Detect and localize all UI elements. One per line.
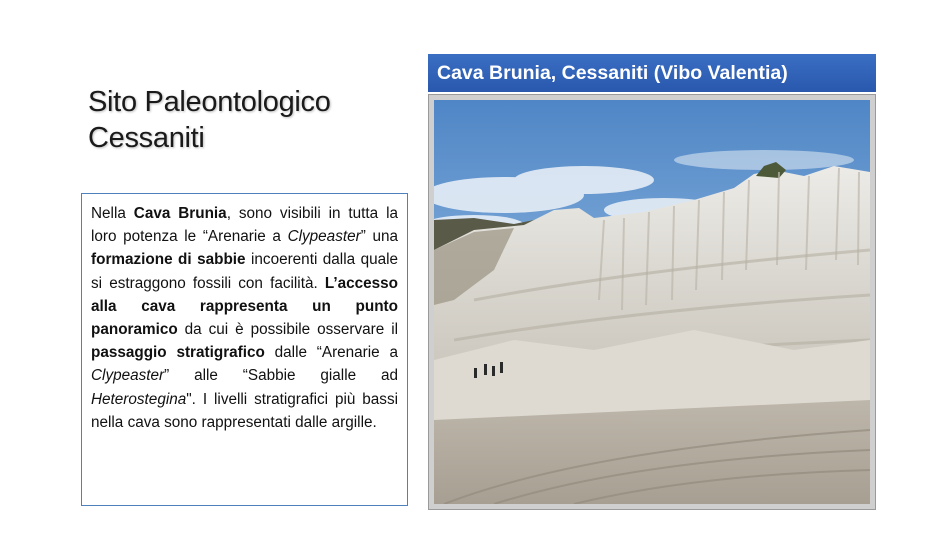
bold-run: passaggio stratigrafico [91, 344, 265, 362]
quarry-photo-illustration [434, 100, 870, 504]
text-run: Nella [91, 205, 134, 222]
italic-run: Heterostegina [91, 390, 187, 408]
title-line-2: Cessaniti [88, 122, 205, 154]
photo-caption: Cava Brunia, Cessaniti (Vibo Valentia) [428, 54, 876, 92]
text-run: ". I livelli stratigrafici più bassi nella cava sono rappresentati dalle argille. [91, 390, 398, 431]
text-run: incoerenti dalla quale si estraggono fossili con facilità. [91, 251, 398, 292]
text-run: , sono visibili in tutta la loro potenza le “Arenarie a [91, 205, 399, 246]
text-run: da cui è possibile osservare il [177, 321, 398, 339]
italic-run: Clypeaster [287, 228, 361, 246]
italic-run: Clypeaster [91, 367, 165, 385]
quarry-photo [428, 94, 876, 510]
text-run: ” alle “Sabbie gialle ad [164, 367, 398, 385]
title-line-1: Sito Paleontologico [88, 86, 331, 118]
bold-run: formazione di sabbie [91, 251, 246, 269]
description-paragraph [91, 202, 398, 434]
slide-title [88, 84, 398, 156]
bold-run: L’accesso alla cava rappresenta un punto panoramico [91, 274, 398, 339]
bold-run: Cava Brunia [133, 205, 227, 222]
description-textbox [81, 193, 408, 506]
text-run: dalle “Arenarie a [264, 344, 398, 362]
text-run: ” una [360, 228, 398, 246]
